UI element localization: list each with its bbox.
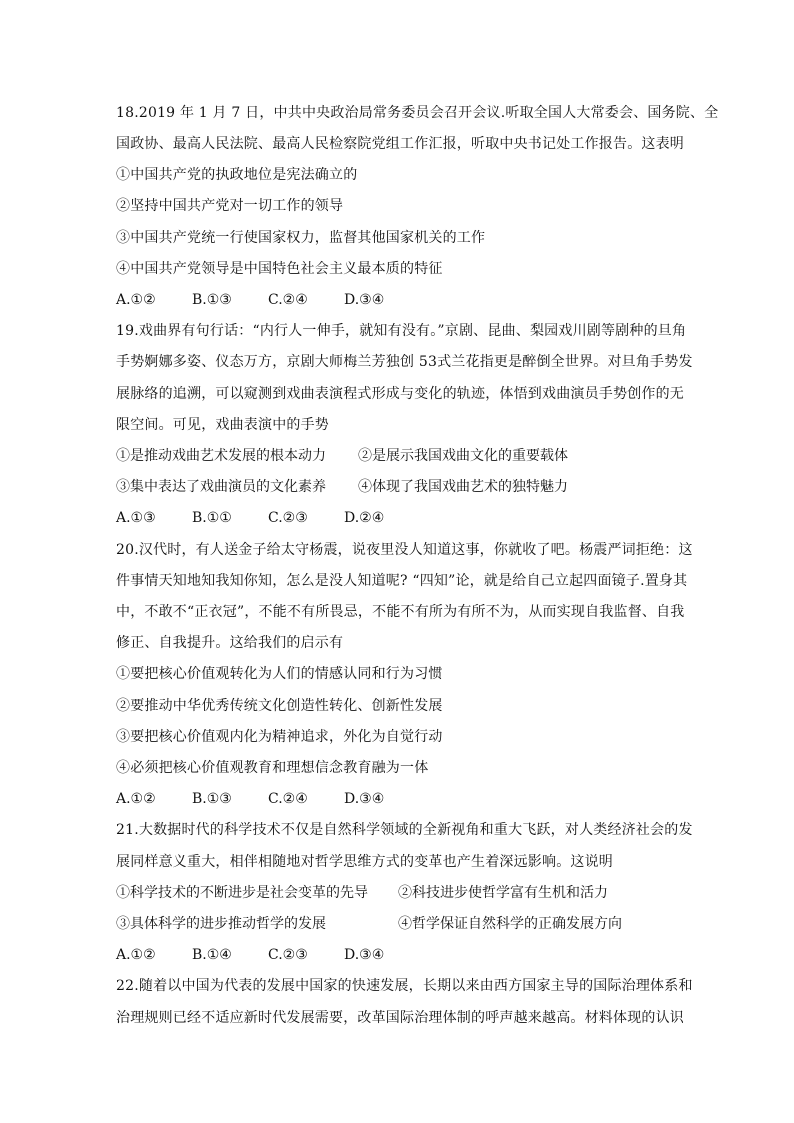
q20-stem-line-3: 中，不敢不“正衣冠”，不能不有所畏忌，不能不有所为有所不为，从而实现自我监督、自我 bbox=[116, 604, 685, 620]
q22-stem-line-2: 治理规则已经不适应新时代发展需要，改革国际治理体制的呼声越来越高。材料体现的认识 bbox=[116, 1010, 684, 1026]
q18-item-2: ②坚持中国共产党对一切工作的领导 bbox=[116, 198, 344, 214]
q19-item-1: ①是推动戏曲艺术发展的根本动力 bbox=[116, 448, 326, 464]
q21-item-1: ①科学技术的不断进步是社会变革的先导 bbox=[116, 885, 368, 901]
q19-item-4: ④体现了我国戏曲艺术的独特魅力 bbox=[358, 479, 568, 495]
q19-stem-line-3: 展脉络的追溯，可以窥测到戏曲表演程式形成与变化的轨迹，体悟到戏曲演员手势创作的无 bbox=[116, 386, 684, 402]
q18-stem-line-2: 国政协、最高人民法院、最高人民检察院党组工作汇报，听取中央书记处工作报告。这表明 bbox=[116, 136, 684, 152]
q21-stem-line-1: 21.大数据时代的科学技术不仅是自然科学领域的全新视角和重大飞跃，对人类经济社会的发 bbox=[116, 822, 693, 838]
q21-option-b: B.①④ bbox=[192, 947, 232, 963]
q21-items-row-2 bbox=[116, 914, 622, 934]
q19-item-3: ③集中表达了戏曲演员的文化素养 bbox=[116, 479, 326, 495]
q18-option-b: B.①③ bbox=[192, 292, 232, 308]
q18-option-d: D.③④ bbox=[344, 292, 385, 308]
q19-stem-line-1: 19.戏曲界有句行话：“内行人一伸手，就知有没有。”京剧、昆曲、梨园戏川剧等剧种的旦角 bbox=[116, 323, 687, 339]
q20-option-d: D.③④ bbox=[344, 791, 385, 807]
q19-item-2: ②是展示我国戏曲文化的重要载体 bbox=[358, 448, 568, 464]
q18-item-1: ①中国共产党的执政地位是宪法确立的 bbox=[116, 167, 358, 183]
q20-option-b: B.①③ bbox=[192, 791, 232, 807]
q20-option-c: C.②④ bbox=[268, 791, 308, 807]
q18-stem-line-1: 18.2019 年 1 月 7 日，中共中央政治局常务委员会召开会议.听取全国人大常委会、国务院、全 bbox=[116, 105, 719, 121]
q19-option-b: B.①① bbox=[192, 510, 232, 526]
q19-stem-line-2: 手势婀娜多姿、仪态万方，京剧大师梅兰芳独创 53式兰花指更是醉倒全世界。对旦角手势发 bbox=[116, 354, 693, 370]
q22-stem-line-1: 22.随着以中国为代表的发展中国家的快速发展，长期以来由西方国家主导的国际治理体系和 bbox=[116, 978, 693, 994]
q18-option-a: A.①② bbox=[116, 292, 156, 308]
q19-options bbox=[116, 508, 420, 528]
q20-stem-line-1: 20.汉代时，有人送金子给太守杨震，说夜里没人知道这事，你就收了吧。杨震严词拒绝：这 bbox=[116, 542, 693, 558]
q20-stem-line-2: 件事情天知地知我知你知，怎么是没人知道呢? “四知”论，就是给自己立起四面镜子.置身其 bbox=[116, 573, 688, 589]
q18-options bbox=[116, 290, 420, 310]
q21-item-2: ②科技进步使哲学富有生机和活力 bbox=[398, 885, 608, 901]
q19-items-row-1 bbox=[116, 446, 568, 466]
q21-stem-line-2: 展同样意义重大，相伴相随地对哲学思维方式的变革也产生着深远影响。这说明 bbox=[116, 854, 613, 870]
q21-option-a: A.①② bbox=[116, 947, 156, 963]
q20-option-a: A.①② bbox=[116, 791, 156, 807]
q21-item-4: ④哲学保证自然科学的正确发展方向 bbox=[398, 916, 622, 932]
q20-item-3: ③要把核心价值观内化为精神追求，外化为自觉行动 bbox=[116, 729, 443, 745]
q19-option-a: A.①③ bbox=[116, 510, 156, 526]
q18-item-4: ④中国共产党领导是中国特色社会主义最本质的特征 bbox=[116, 261, 443, 277]
q18-option-c: C.②④ bbox=[268, 292, 308, 308]
q21-option-d: D.③④ bbox=[344, 947, 385, 963]
q18-item-3: ③中国共产党统一行使国家权力，监督其他国家机关的工作 bbox=[116, 230, 486, 246]
q19-items-row-2 bbox=[116, 477, 568, 497]
q20-options bbox=[116, 789, 420, 809]
q19-option-d: D.②④ bbox=[344, 510, 385, 526]
q20-item-4: ④必须把核心价值观教育和理想信念教育融为一体 bbox=[116, 760, 429, 776]
q21-item-3: ③具体科学的进步推动哲学的发展 bbox=[116, 916, 326, 932]
q19-stem-line-4: 限空间。可见，戏曲表演中的手势 bbox=[116, 417, 329, 433]
q20-item-1: ①要把核心价值观转化为人们的情感认同和行为习惯 bbox=[116, 666, 443, 682]
q20-item-2: ②要推动中华优秀传统文化创造性转化、创新性发展 bbox=[116, 698, 443, 714]
q21-option-c: C.②③ bbox=[268, 947, 308, 963]
q19-option-c: C.②③ bbox=[268, 510, 308, 526]
q21-options bbox=[116, 945, 420, 965]
q20-stem-line-4: 修正、自我提升。这给我们的启示有 bbox=[116, 635, 344, 651]
q21-items-row-1 bbox=[116, 883, 608, 903]
